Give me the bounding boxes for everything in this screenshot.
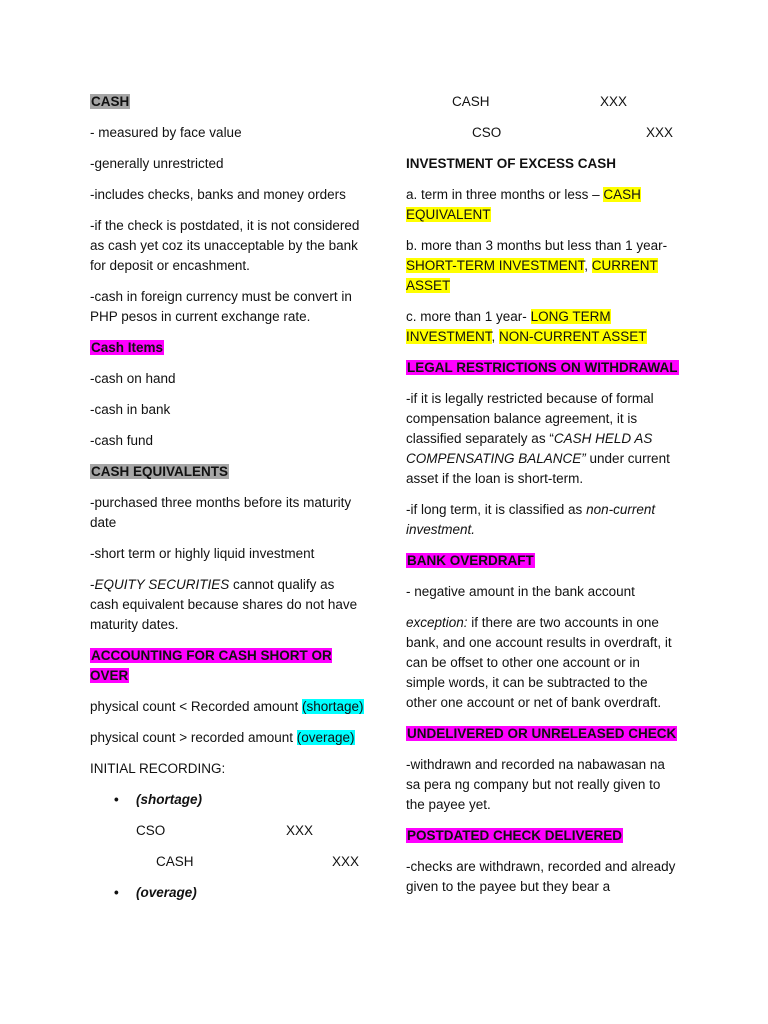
cash-heading: CASH [91,94,130,109]
equity-rest: cannot qualify as cash equivalent because shares do not have maturity dates. [90,577,358,632]
bullet-overage-label: (overage) [136,885,197,900]
item-c-highlight-1: LONG TERM INVESTMENT [406,309,611,344]
journal-entry-cash [406,92,681,112]
item-a [406,185,681,225]
journal-entry-cash [90,852,365,872]
exception-text: if there are two accounts in one bank, and one account results in overdraft, it can be offset to other one account or in simple words, it can be subtracted to the other one account or net of bank overdraft. [406,615,672,710]
cash-item: -cash in bank [90,402,171,417]
item-c [406,307,681,347]
legal-rest: under current asset if the loan is short-term. [406,451,670,486]
overage-highlight: (overage) [296,730,355,745]
overage-text: physical count > recorded amount [90,730,297,745]
item-a-text: a. term in three months or less – [406,187,604,202]
legal-line-1 [406,389,681,489]
item-b-highlight-1: SHORT-TERM INVESTMENT [406,258,585,273]
bullet-shortage [90,790,365,810]
entry-account: CSO [136,823,166,838]
right-column [406,92,681,908]
legal-line-2 [406,500,681,540]
shortage-line [90,697,365,717]
cash-line: -if the check is postdated, it is not considered as cash yet coz its unacceptable by the bank for deposit or encashment. [90,218,360,273]
journal-entry-cso [406,123,681,143]
cash-equivalents-heading: CASH EQUIVALENTS [91,464,229,479]
cash-item: -cash fund [90,433,154,448]
overage-line [90,728,365,748]
item-b-sep: , [584,258,592,273]
cash-items-heading: Cash Items [91,340,164,355]
cash-heading-para [90,92,365,112]
equivalents-line: -short term or highly liquid investment [90,546,315,561]
short-over-heading-para [90,646,365,686]
undelivered-heading: UNDELIVERED OR UNRELEASED CHECK [407,726,677,741]
bullet-dot: • [114,792,119,807]
cash-item: -cash on hand [90,371,176,386]
entry-amount: XXX [600,94,628,109]
short-over-heading: ACCOUNTING FOR CASH SHORT OR OVER [90,648,332,683]
item-c-highlight-2: NON-CURRENT ASSET [499,329,647,344]
cash-line: -cash in foreign currency must be convert in PHP pesos in current exchange rate. [90,289,352,324]
item-c-sep: , [491,329,500,344]
entry-amount: XXX [286,823,314,838]
overdraft-line: - negative amount in the bank account [406,584,635,599]
bullet-overage [90,883,365,903]
equity-prefix: - [90,577,95,592]
undelivered-line: -withdrawn and recorded na nabawasan na sa pera ng company but not really given to the payee yet. [406,757,665,812]
item-c-text: c. more than 1 year- [406,309,531,324]
cash-line: -includes checks, banks and money orders [90,187,346,202]
left-column [90,92,365,914]
item-b-highlight-2: CURRENT ASSET [406,258,658,293]
equity-term: EQUITY SECURITIES [94,577,230,592]
undelivered-heading-para [406,724,681,744]
shortage-highlight: (shortage) [302,699,364,714]
legal-restrictions-heading: LEGAL RESTRICTIONS ON WITHDRAWAL [407,360,678,375]
journal-entry-cso [90,821,365,841]
postdated-heading: POSTDATED CHECK DELIVERED [407,828,623,843]
entry-amount: XXX [646,125,674,140]
postdated-heading-para [406,826,681,846]
item-a-highlight: CASH EQUIVALENT [406,187,641,222]
shortage-text: physical count < Recorded amount [90,699,302,714]
entry-account: CASH [452,94,490,109]
postdated-line: -checks are withdrawn, recorded and already given to the payee but they bear a [406,859,676,894]
equivalents-line: -purchased three months before its maturity date [90,495,352,530]
initial-recording-label: INITIAL RECORDING: [90,761,226,776]
legal-italic: CASH HELD AS COMPENSATING BALANCE” [406,431,653,466]
legal-text: -if it is legally restricted because of formal compensation balance agreement, it is classified separately as “ [406,391,654,446]
cash-line: -generally unrestricted [90,156,224,171]
entry-account: CASH [156,854,194,869]
excess-cash-heading: INVESTMENT OF EXCESS CASH [406,156,617,171]
legal-heading-para [406,358,681,378]
bullet-shortage-label: (shortage) [136,792,203,807]
cash-line: - measured by face value [90,125,242,140]
item-b-text: b. more than 3 months but less than 1 year- [406,238,668,253]
equity-securities-line [90,575,365,635]
item-b [406,236,681,296]
entry-amount: XXX [332,854,360,869]
entry-account: CSO [472,125,502,140]
overdraft-heading-para [406,551,681,571]
cash-equivalents-heading-para [90,462,365,482]
exception-label: exception: [406,615,468,630]
bank-overdraft-heading: BANK OVERDRAFT [407,553,534,568]
exception-para [406,613,681,713]
cash-items-heading-para [90,338,365,358]
bullet-dot: • [114,885,119,900]
legal-2-italic: non-current investment. [406,502,656,537]
legal-2-text: -if long term, it is classified as [406,502,587,517]
